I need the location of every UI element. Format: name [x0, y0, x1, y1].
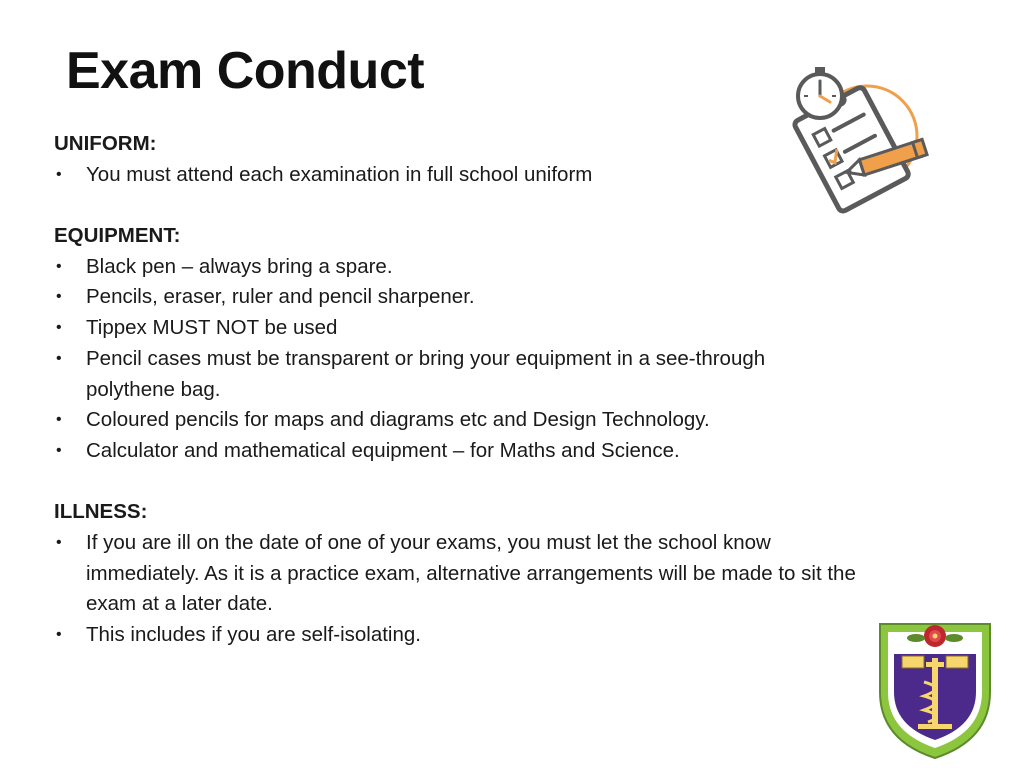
- list-item: [54, 436, 789, 467]
- bullet-icon: •: [56, 534, 62, 552]
- list-item-text: Tippex MUST NOT be used: [86, 316, 338, 340]
- list-item: [54, 344, 789, 405]
- bullet-icon: •: [56, 441, 62, 459]
- list-item: [54, 405, 789, 436]
- bullet-icon: •: [56, 319, 62, 337]
- list-item-text: Black pen – always bring a spare.: [86, 254, 393, 278]
- list-item: [54, 620, 884, 651]
- list-item: [54, 313, 789, 344]
- list-item-text: This includes if you are self-isolating.: [86, 623, 421, 647]
- equipment-heading: EQUIPMENT:: [54, 224, 181, 248]
- bullet-icon: •: [56, 626, 62, 644]
- list-item-text: If you are ill on the date of one of your exams, you must let the school know immediately. As it is a practice exam, alternative arrangements will be made to sit the exam at a later date.: [86, 531, 856, 616]
- list-item: [54, 252, 789, 283]
- list-item: [54, 282, 789, 313]
- list-item-text: You must attend each examination in full school uniform: [86, 162, 593, 186]
- school-crest-icon: [872, 612, 998, 762]
- list-item: [54, 160, 694, 191]
- list-item-text: Pencils, eraser, ruler and pencil sharpener.: [86, 285, 475, 309]
- clipboard-checklist-icon: [782, 56, 932, 216]
- bullet-icon: •: [56, 257, 62, 275]
- list-item-text: Calculator and mathematical equipment – for Maths and Science.: [86, 438, 680, 462]
- equipment-list: [54, 252, 789, 467]
- list-item: [54, 528, 884, 620]
- bullet-icon: •: [56, 349, 62, 367]
- list-item-text: Pencil cases must be transparent or bring your equipment in a see-through polythene bag.: [86, 346, 766, 401]
- list-item-text: Coloured pencils for maps and diagrams etc and Design Technology.: [86, 408, 710, 432]
- bullet-icon: •: [56, 411, 62, 429]
- section-spacer: [54, 467, 914, 498]
- bullet-icon: •: [56, 288, 62, 306]
- bullet-icon: •: [56, 165, 62, 183]
- uniform-heading: UNIFORM:: [54, 132, 157, 155]
- uniform-list: [54, 160, 694, 191]
- illness-list: [54, 528, 884, 651]
- illness-heading: ILLNESS:: [54, 500, 148, 524]
- page-title: Exam Conduct: [66, 42, 425, 100]
